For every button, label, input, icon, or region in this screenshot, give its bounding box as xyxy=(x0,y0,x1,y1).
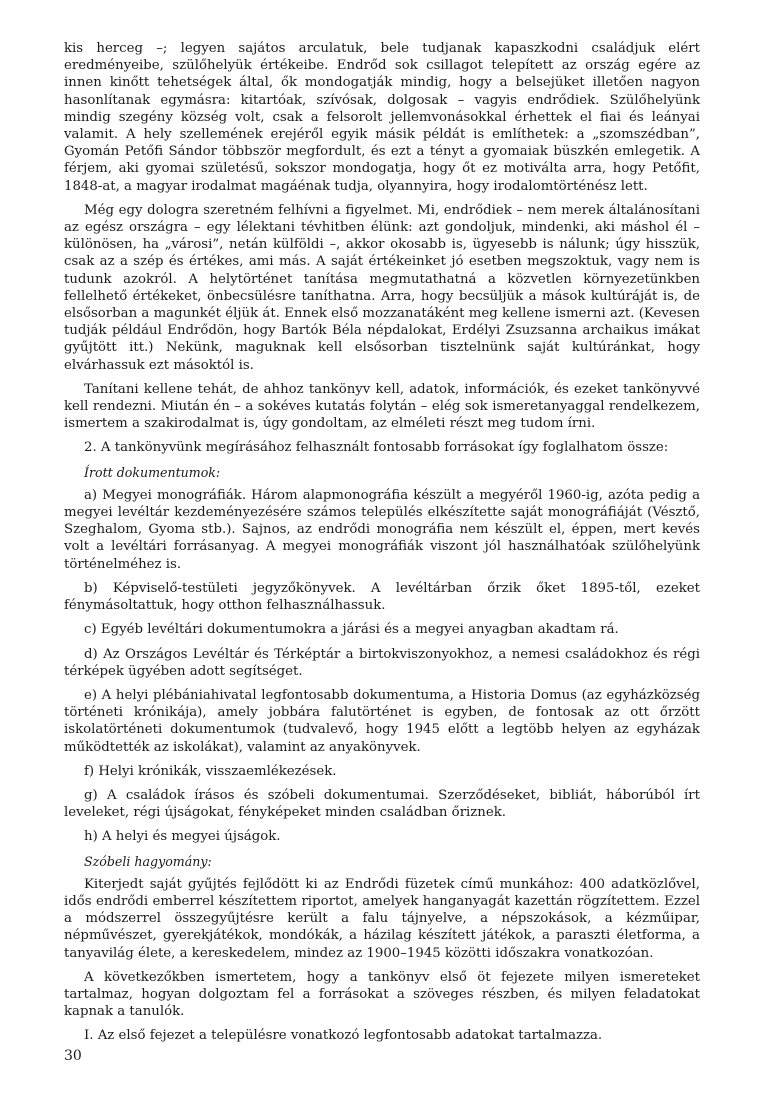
paragraph-g: g) A családok írásos és szóbeli dokumentumai. Szerződéseket, bibliát, háborúból írt leveleket, régi újságokat, fényképeket minden családban őriznek. xyxy=(64,787,700,821)
paragraph-15: I. Az első fejezet a településre vonatkozó legfontosabb adatokat tartalmazza. xyxy=(84,1028,603,1044)
heading-oral-tradition: Szóbeli hagyomány: xyxy=(84,853,212,869)
paragraph-b: b) Képviselő-testületi jegyzőkönyvek. A levéltárban őrzik őket 1895-től, ezeket fénymásoltattuk, hogy otthon felhasználhassuk. xyxy=(64,580,700,614)
page-body xyxy=(64,40,700,1052)
paragraph-d: d) Az Országos Levéltár és Térképtár a birtokviszonyokhoz, a nemesi családokhoz és régi térképek ügyében adott segítséget. xyxy=(64,646,700,679)
paragraph-a: a) Megyei monográfiák. Három alapmonográfia készült a megyéről 1960-ig, azóta pedig a megyei levéltár kezdeményezésére számos település elkészítette saját monográfiáját (Vésztő, Szeghalom, Gyoma stb.). Sajnos, az endrődi monográfia nem készült el, éppen, mert kevés volt a levéltári forrásanyag. A megyei monográfiák viszont jól használhatóak szülőhelyünk történelméhez is. xyxy=(64,487,700,572)
paragraph-c: c) Egyéb levéltári dokumentumokra a járási és a megyei anyagban akadtam rá. xyxy=(84,622,619,638)
heading-written-documents: Írott dokumentumok: xyxy=(84,464,221,480)
paragraph-f: f) Helyi krónikák, visszaemlékezések. xyxy=(84,763,337,779)
paragraph-e: e) A helyi plébániahivatal legfontosabb dokumentuma, a Historia Domus (az egyházközség történeti krónikája), amely jobbára falutörténet is egyben, de fontosak az ott őrzött iskolatörténeti dokumentumok (tudvalevő, hogy 1945 előtt a legtöbb helyen az egyházak működtették az iskolákat), valamint az anyakönyvek. xyxy=(64,687,700,755)
paragraph-3: Tanítani kellene tehát, de ahhoz tankönyv kell, adatok, információk, és ezeket tankönyvvé kell rendezni. Miután én – a sokéves kutatás folytán – elég sok ismeretanyaggal rendelkezem, ismertem a szakirodalmat is, úgy gondoltam, az elméleti részt meg tudom írni. xyxy=(64,381,700,432)
paragraph-h: h) A helyi és megyei újságok. xyxy=(84,829,281,845)
paragraph-2: Még egy dologra szeretném felhívni a figyelmet. Mi, endrődiek – nem merek általánosítani az egész országra – egy lélektani tévhitben élünk: azt gondoljuk, mindenki, aki máshol él – különösen, ha „városi”, netán külföldi –, akkor okosabb is, ügyesebb is nálunk; úgy hisszük, csak az a szép és értékes, ami más. A saját értékeinket jó esetben megszoktuk, vagy nem is tudunk azokról. A helytörténet tanítása megmutathatná a közvetlen környezetünkben fellelhető értékeket, önbecsülésre taníthatna. Arra, hogy becsüljük a mások kultúráját is, de elsősorban a magunkét éljük át. Ennek első mozzanatáként meg kellene ismerni azt. (Kevesen tudják például Endrődön, hogy Bartók Béla népdalokat, Erdélyi Zsuzsanna archaikus imákat gyűjtött itt.) Nekünk, maguknak kell elsősorban tisztelnünk saját kultúránkat, hogy elvárhassuk ezt másoktól is. xyxy=(64,202,700,373)
paragraph-1: kis herceg –; legyen sajátos arculatuk, bele tudjanak kapaszkodni családjuk elért eredményeibe, szülőhelyük értékeibe. Endrőd sok csillagot telepített az ország egére az innen kinőtt tehetségek által, ők mondogatják mindig, hogy a belsejüket illetően nagyon hasonlítanak egymásra: kitartóak, szívósak, dolgosak – vagyis endrődiek. Szülőhelyünk mindig szegény község volt, csak a felsorolt jellemvonásokkal érhettek el fiai és leányai valamit. A hely szellemének erejéről egyik másik példát is említhetek: a „szomszédban”, Gyomán Petőfi Sándor többször megfordult, és ezt a tényt a gyomaiak büszkén emlegetik. A férjem, aki gyomai születésű, sokszor mondogatja, hogy őt ez motiválta arra, hogy Petőfit, 1848-at, a magyar irodalmat magáénak tudja, olyannyira, hogy irodalomtörténész lett. xyxy=(64,41,700,194)
paragraph-14: A következőkben ismertetem, hogy a tankönyv első öt fejezete milyen ismereteket tartalmaz, hogyan dolgoztam fel a forrásokat a szöveges részben, és milyen feladatokat kapnak a tanulók. xyxy=(64,969,700,1020)
paragraph-13: Kiterjedt saját gyűjtés fejlődött ki az Endrődi füzetek című munkához: 400 adatközlővel, idős endrődi emberrel készítettem riportot, amelyek hanganyagát kazettán rögzítettem. Ezzel a módszerrel összegyűjtésre került a falu tájnyelve, a népszokások, a kézműipar, népművészet, gyerekjátékok, mondókák, a házilag készített játékok, a paraszti életforma, a tanyavilág élete, a kereskedelem, mindez az 1900–1945 közötti időszakra vonatkozóan. xyxy=(64,876,700,961)
paragraph-4: 2. A tankönyvünk megírásához felhasznált fontosabb forrásokat így foglalhatom össze: xyxy=(84,440,669,456)
page-number: 30 xyxy=(64,1048,82,1064)
